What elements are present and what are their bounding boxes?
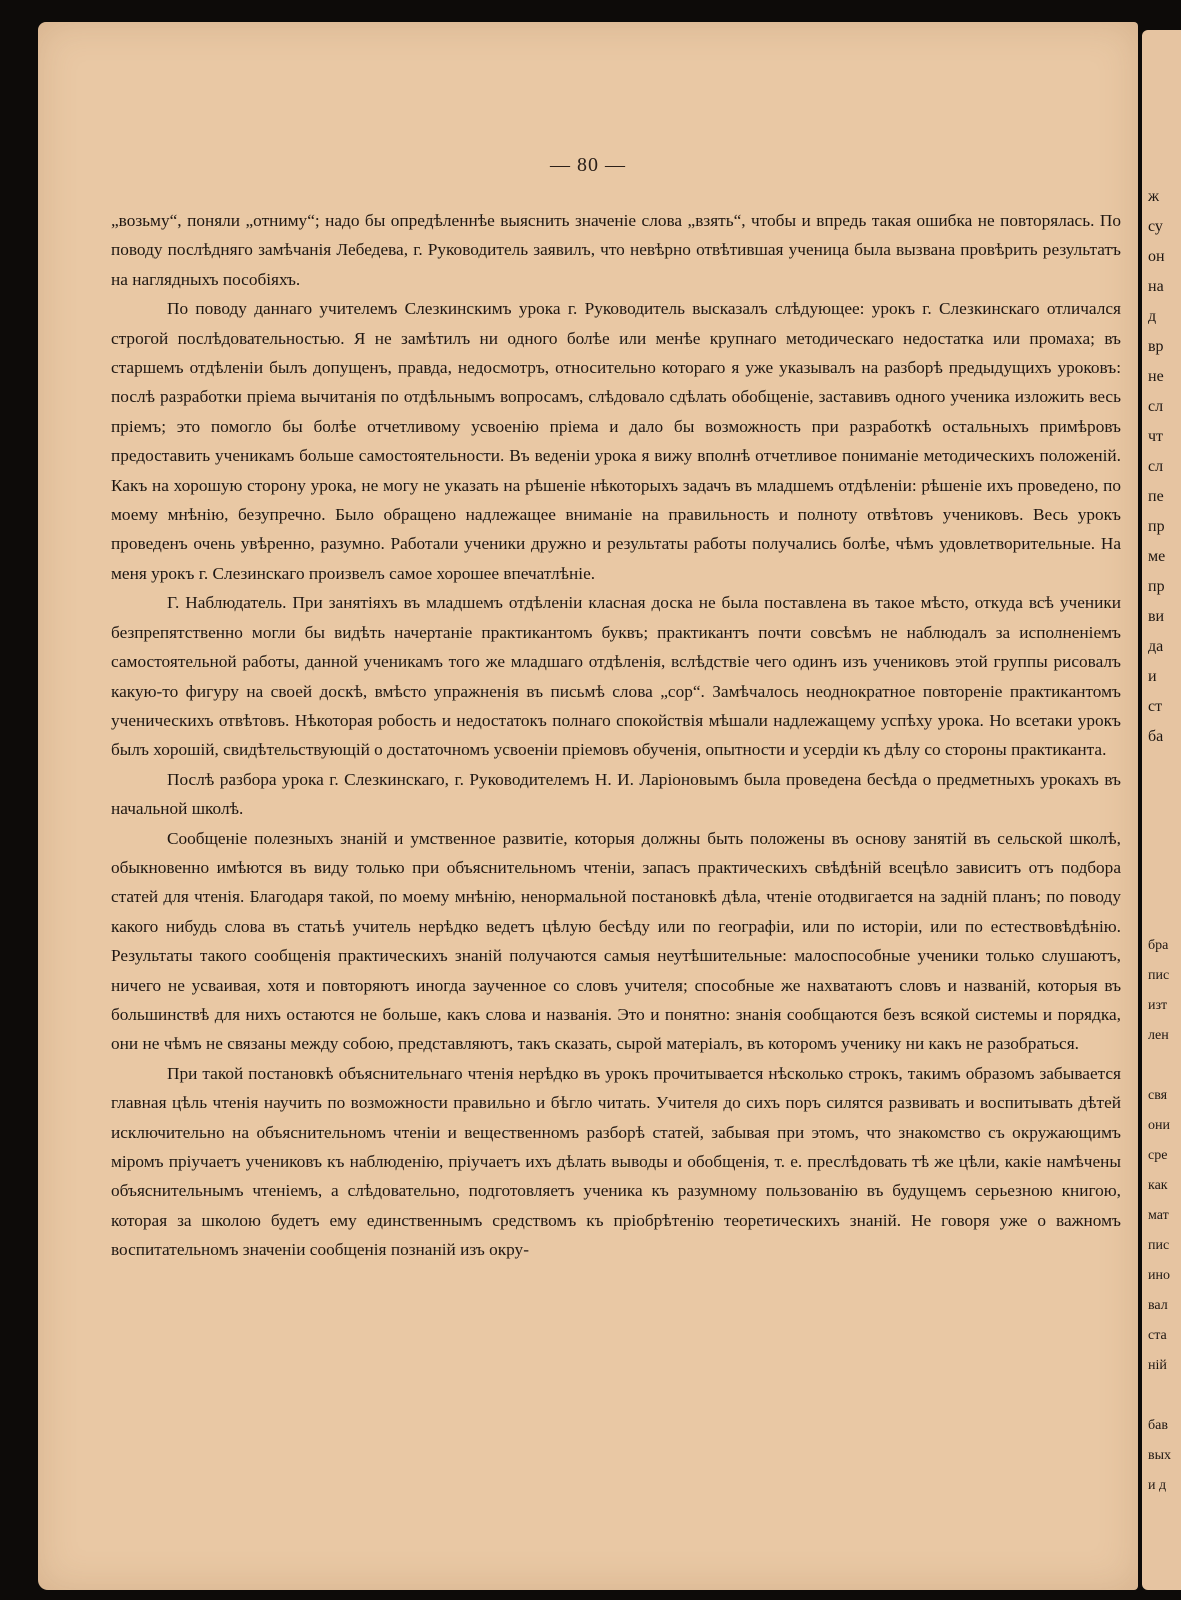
margin-fragment: ме bbox=[1148, 548, 1166, 565]
margin-fragment: свя bbox=[1148, 1088, 1168, 1103]
margin-fragment: пр bbox=[1148, 578, 1165, 595]
margin-fragment: су bbox=[1148, 218, 1163, 235]
paragraph-4: Послѣ разбора урока г. Слезкинскаго, г. Руководителемъ Н. И. Ларіоновымъ была проведена бесѣда о предметныхъ урокахъ въ начальной школѣ. bbox=[111, 769, 1121, 819]
margin-fragment: и д bbox=[1148, 1478, 1167, 1493]
margin-fragment: лен bbox=[1148, 1028, 1169, 1043]
margin-fragment: бав bbox=[1148, 1418, 1168, 1433]
margin-fragment: вых bbox=[1148, 1448, 1172, 1463]
margin-fragment: пис bbox=[1148, 1238, 1170, 1253]
paragraph-1: „возьму“, поняли „отниму“; надо бы опредѣленнѣе выяснить значеніе слова „взять“, чтобы и впредь такая ошибка не повторялась. По поводу послѣдняго замѣчанія Лебедева, г. Руководитель заявилъ, что невѣрно отвѣтившая ученица была вызвана провѣрить результатъ на наглядныхъ пособіяхъ. bbox=[111, 211, 1121, 289]
margin-fragment: д bbox=[1148, 308, 1157, 325]
margin-fragment: ній bbox=[1148, 1358, 1167, 1373]
paragraph-5: Сообщеніе полезныхъ знаній и умственное развитіе, которыя должны быть положены въ основу занятій въ сельской школѣ, обыкновенно имѣются въ виду только при объяснительномъ чтеніи, запасъ практическихъ свѣдѣній всецѣло зависитъ отъ подбора статей для чтенія. Благодаря такой, по моему мнѣнію, ненормальной постановкѣ дѣла, чтеніе отодвигается на задній планъ; по поводу какого нибудь слова въ статьѣ учитель нерѣдко ведетъ цѣлую бесѣду или по географіи, или по исторіи, или по естествовѣдѣнію. Результаты такого сообщенія практическихъ знаній получаются самыя неутѣшительные: малоспособные ученики только слушаютъ, ничего не усваивая, хотя и повторяютъ иногда заученное со словъ учителя; способные же нахватаютъ словъ и названій, которыя въ большинствѣ для нихъ остаются не больше, какъ слова и названія. Это и понятно: знанія сообщаются безъ всякой системы и порядка, они не чѣмъ не связаны между собою, представляютъ, такъ сказать, сырой матеріалъ, въ которомъ ученику ни какъ не разобраться. bbox=[111, 828, 1121, 1054]
margin-fragment: ста bbox=[1148, 1328, 1167, 1343]
page-number: — 80 — bbox=[550, 154, 626, 176]
page-body bbox=[111, 206, 1121, 1265]
margin-fragment: не bbox=[1148, 368, 1164, 385]
margin-fragment: вр bbox=[1148, 338, 1164, 355]
margin-fragment: пр bbox=[1148, 518, 1165, 535]
margin-fragment: они bbox=[1148, 1118, 1170, 1133]
margin-fragment: изт bbox=[1148, 998, 1168, 1013]
margin-fragment: да bbox=[1148, 638, 1164, 655]
margin-fragment: пе bbox=[1148, 488, 1164, 505]
margin-fragment: чт bbox=[1148, 428, 1164, 445]
margin-fragment: и bbox=[1148, 668, 1157, 685]
margin-fragment: сл bbox=[1148, 458, 1164, 475]
margin-fragment: ст bbox=[1148, 698, 1163, 715]
paragraph-2: По поводу даннаго учителемъ Слезкинскимъ урока г. Руководитель высказалъ слѣдующее: урокъ г. Слезкинскаго отличался строгой послѣдовательностью. Я не замѣтилъ ни одного болѣе или менѣе крупнаго методическаго недостатка или промаха; въ старшемъ отдѣленіи былъ допущенъ, правда, недосмотръ, относительно котораго я уже указывалъ на разборѣ предыдущихъ уроковъ: послѣ разработки пріема вычитанія по отдѣльнымъ вопросамъ, слѣдовало сдѣлать обобщеніе, заставивъ одного ученика изложить весь пріемъ; это помогло бы болѣе отчетливому усвоенію пріема и дало бы возможность при разработкѣ остальныхъ примѣровъ предоставить ученикамъ больше самостоятельности. Въ веденіи урока я вижу вполнѣ отчетливое пониманіе методическихъ положеній. Какъ на хорошую сторону урока, не могу не указать на рѣшеніе нѣкоторыхъ задачъ въ младшемъ отдѣленіи: рѣшеніе ихъ проведено, по моему мнѣнію, безупречно. Было обращено надлежащее вниманіе на правильность и полноту отвѣтовъ учениковъ. Весь урокъ проведенъ очень увѣренно, разумно. Работали ученики дружно и результаты работы получались болѣе, чѣмъ удовлетворительные. На меня урокъ г. Слезинскаго произвелъ самое хорошее впечатлѣніе. bbox=[111, 299, 1121, 583]
margin-fragment: сл bbox=[1148, 398, 1164, 415]
margin-fragment: сре bbox=[1148, 1148, 1168, 1163]
margin-fragment: как bbox=[1148, 1178, 1168, 1193]
margin-fragment: ви bbox=[1148, 608, 1165, 625]
margin-fragment: вал bbox=[1148, 1298, 1168, 1313]
adjacent-page-edge bbox=[1142, 30, 1181, 1590]
margin-fragment: бра bbox=[1148, 938, 1169, 953]
margin-fragment: на bbox=[1148, 278, 1164, 295]
margin-fragment: он bbox=[1148, 248, 1165, 265]
margin-fragment: ж bbox=[1148, 188, 1160, 205]
margin-fragment: ино bbox=[1148, 1268, 1170, 1283]
margin-fragment: мат bbox=[1148, 1208, 1169, 1223]
paragraph-3: Г. Наблюдатель. При занятіяхъ въ младшемъ отдѣленіи класная доска не была поставлена въ такое мѣсто, откуда всѣ ученики безпрепятственно могли бы видѣть начертаніе практикантомъ буквъ; практикантъ почти совсѣмъ не наблюдалъ за исполненіемъ самостоятельной работы, данной ученикамъ того же младшаго отдѣленія, вслѣдствіе чего одинъ изъ учениковъ этой группы рисовалъ какую-то фигуру на своей доскѣ, вмѣсто упражненія въ письмѣ слова „сор“. Замѣчалось неоднократное повтореніе практикантомъ ученическихъ отвѣтовъ. Нѣкоторая робость и недостатокъ полнаго спокойствія мѣшали надлежащему успѣху урока. Но всетаки урокъ былъ хорошій, свидѣтельствующій о достаточномъ усвоеніи пріемовъ обученія, опытности и усердіи къ дѣлу со стороны практиканта. bbox=[111, 593, 1121, 760]
document-page bbox=[38, 22, 1138, 1590]
margin-fragment: пис bbox=[1148, 968, 1170, 983]
margin-fragment: ба bbox=[1148, 728, 1164, 745]
paragraph-6: При такой постановкѣ объяснительнаго чтенія нерѣдко въ урокъ прочитывается нѣсколько строкъ, такимъ образомъ забывается главная цѣль чтенія научить по возможности правильно и бѣгло читать. Учителя до сихъ поръ силятся развивать и воспитывать дѣтей исключительно на объяснительномъ чтеніи и вещественномъ разборѣ статей, забывая при этомъ, что знакомство съ окружающимъ міромъ пріучаетъ учениковъ къ наблюденію, пріучаетъ ихъ дѣлать выводы и обобщенія, т. е. преслѣдовать тѣ же цѣли, какіе намѣчены объяснительнымъ чтеніемъ, а слѣдовательно, подготовляетъ ученика къ разумному пользованію въ будущемъ серьезною книгою, которая за школою будетъ ему единственнымъ средствомъ къ пріобрѣтенію теоретическихъ знаній. Не говоря уже о важномъ воспитательномъ значеніи сообщенія познаній изъ окру- bbox=[111, 1063, 1121, 1260]
